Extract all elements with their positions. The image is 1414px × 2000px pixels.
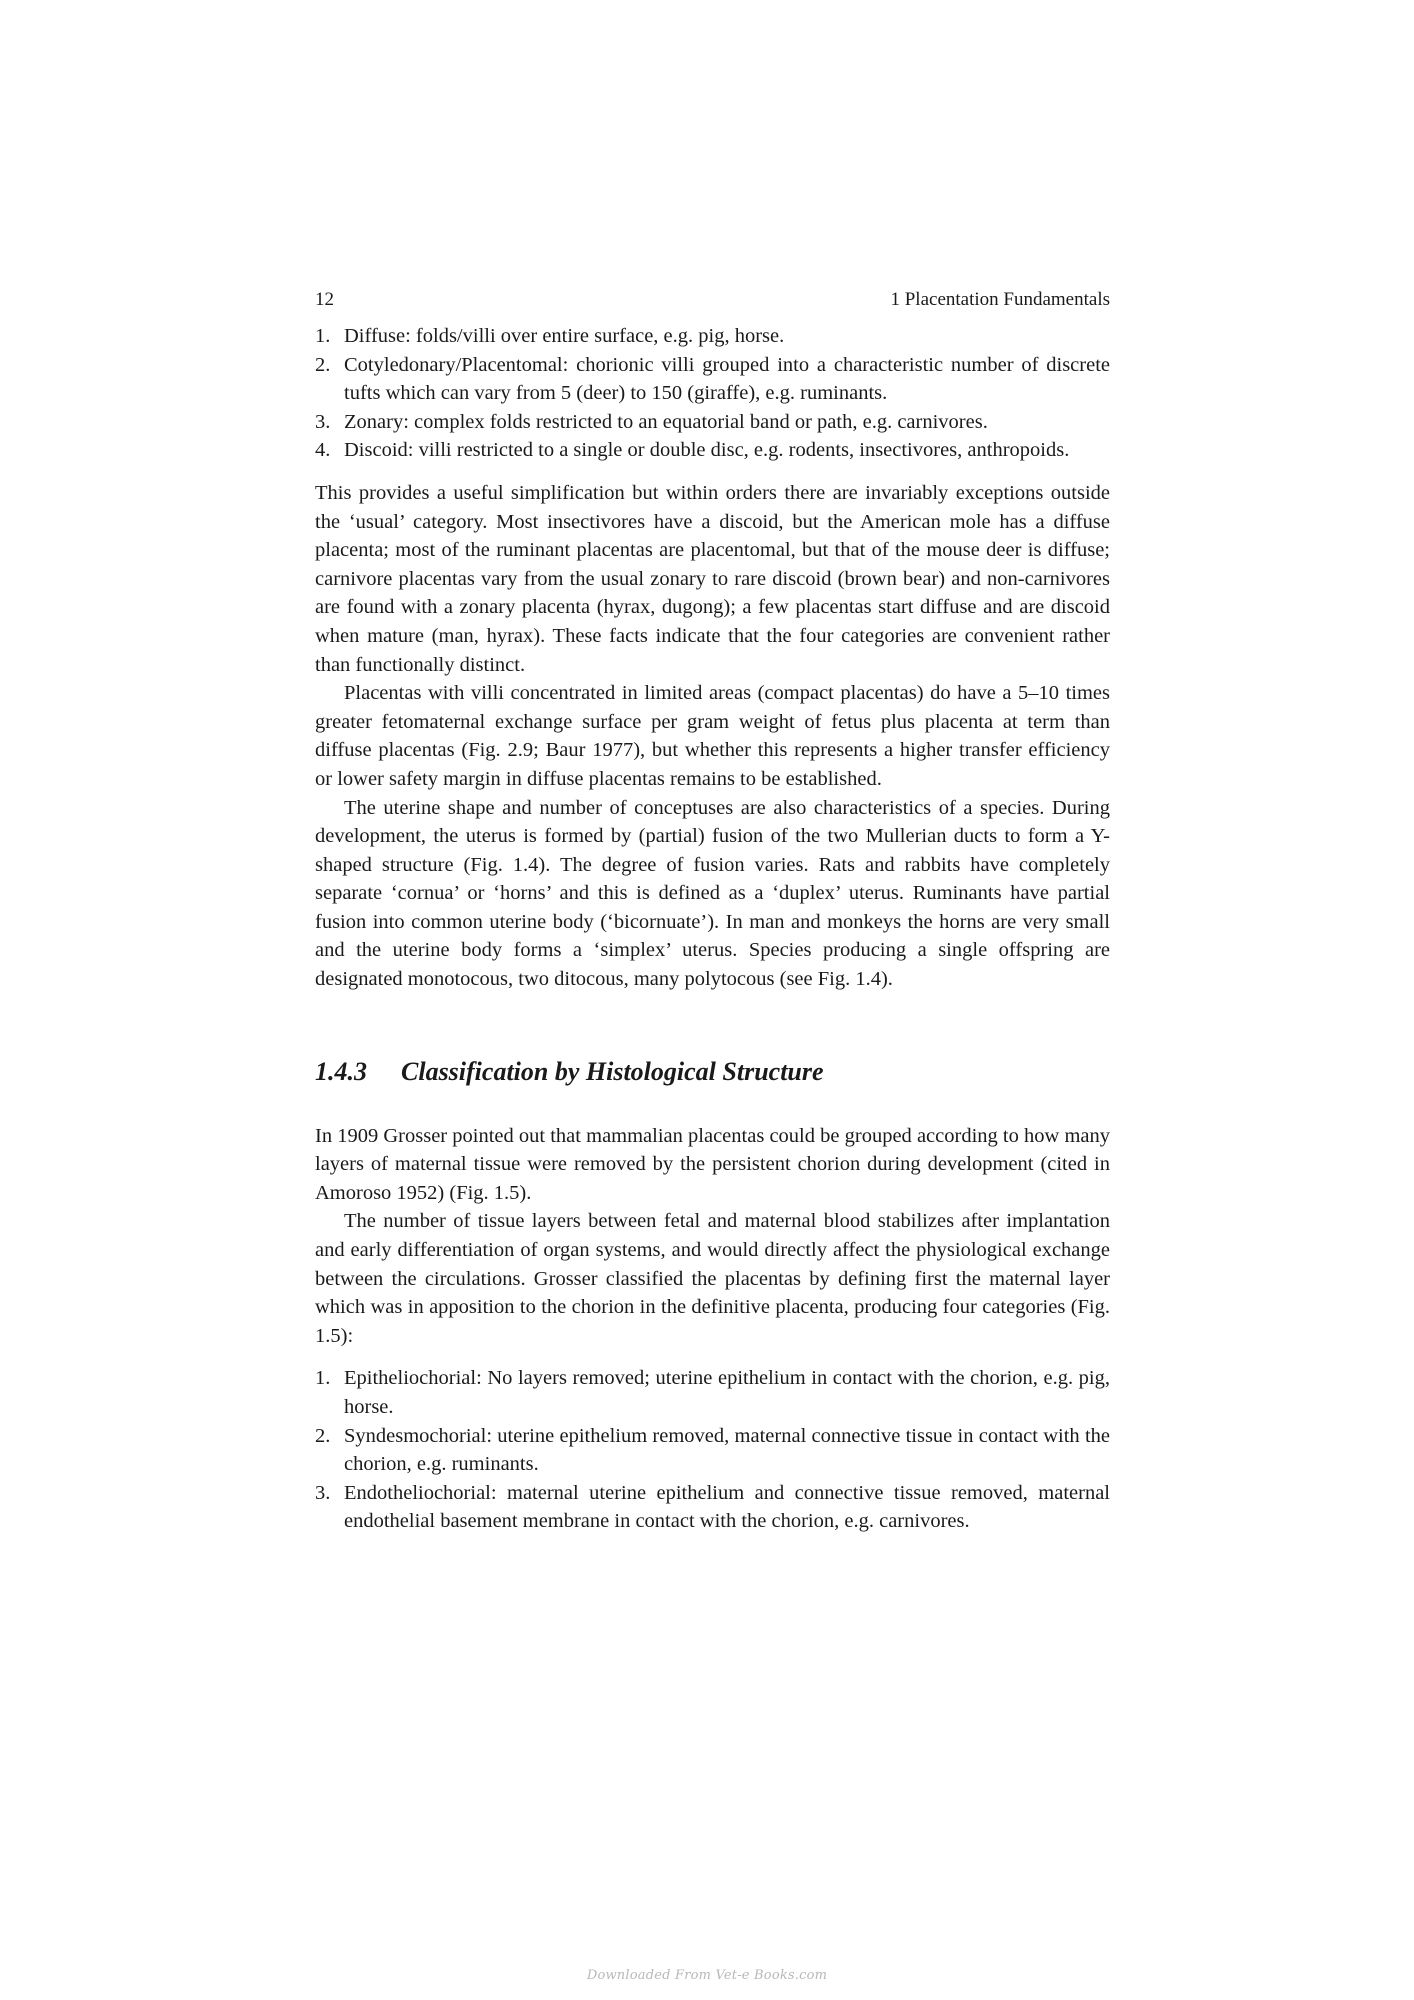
list-text: Zonary: complex folds restricted to an equatorial band or path, e.g. carnivores. — [344, 410, 988, 433]
list-number: 3. — [315, 1481, 331, 1504]
list-text: Diffuse: folds/villi over entire surface, e.g. pig, horse. — [344, 325, 785, 347]
section-heading — [315, 994, 1110, 1122]
list-text: Epitheliochorial: No layers removed; uterine epithelium in contact with the chorion, e.g. pig, horse. — [344, 1367, 1110, 1418]
spacer — [315, 1350, 1110, 1364]
running-head — [315, 286, 1110, 322]
list-item — [315, 351, 1110, 408]
list-item — [315, 1479, 1110, 1536]
list-number: 2. — [315, 353, 331, 376]
list-item — [315, 322, 1110, 351]
paragraph: In 1909 Grosser pointed out that mammalian placentas could be grouped according to how many layers of maternal tissue were removed by the persistent chorion during development (cited in Amoroso 1952) (Fig. 1.5). — [315, 1124, 1110, 1204]
page-number: 12 — [315, 289, 334, 310]
list-number: 1. — [315, 1367, 331, 1390]
section-title: Classification by Histological Structure — [401, 1056, 824, 1086]
paragraph: The number of tissue layers between fetal and maternal blood stabilizes after implantation and early differentiation of organ systems, and would directly affect the physiological exchange between the circulations. Grosser classified the placentas by defining first the maternal layer which was in apposition to the chorion in the definitive placenta, producing four categories (Fig. 1.5): — [315, 1210, 1110, 1347]
list-item — [315, 1364, 1110, 1421]
page-content — [315, 286, 1110, 1536]
list-item — [315, 1422, 1110, 1479]
paragraph: The uterine shape and number of conceptuses are also characteristics of a species. During development, the uterus is formed by (partial) fusion of the two Mullerian ducts to form a Y-shaped structure (Fig. 1.4). The degree of fusion varies. Rats and rabbits have completely separate ‘cornua’ or ‘horns’ and this is defined as a ‘duplex’ uterus. Ruminants have partial fusion into common uterine body (‘bicornuate’). In man and monkeys the horns are very small and the uterine body forms a ‘simplex’ uterus. Species producing a single offspring are designated monotocous, two ditocous, many polytocous (see Fig. 1.4). — [315, 796, 1110, 991]
download-watermark: Downloaded From Vet-e Books.com — [586, 1968, 828, 1983]
list-number: 3. — [315, 410, 331, 433]
section-number: 1.4.3 — [315, 1056, 367, 1086]
shape-classification-list — [315, 322, 1110, 465]
body-text — [315, 322, 1110, 1536]
list-text: Endotheliochorial: maternal uterine epithelium and connective tissue removed, maternal endothelial basement membrane in contact with the chorion, e.g. carnivores. — [344, 1481, 1110, 1533]
paragraph: This provides a useful simplification but within orders there are invariably exceptions outside the ‘usual’ category. Most insectivores have a discoid, but the American mole has a diffuse placenta; most of the ruminant placentas are placentomal, but that of the mouse deer is diffuse; carnivore placentas vary from the usual zonary to rare discoid (brown bear) and non-carnivores are found with a zonary placenta (hyrax, dugong); a few placentas start diffuse and are discoid when mature (man, hyrax). These facts indicate that the four categories are convenient rather than functionally distinct. — [315, 481, 1110, 676]
list-text: Cotyledonary/Placentomal: chorionic villi grouped into a characteristic number of discrete tufts which can vary from 5 (deer) to 150 (giraffe), e.g. ruminants. — [344, 353, 1110, 405]
list-number: 1. — [315, 325, 331, 347]
chapter-title: 1 Placentation Fundamentals — [890, 289, 1110, 310]
list-item — [315, 408, 1110, 437]
list-number: 2. — [315, 1424, 331, 1447]
list-text: Discoid: villi restricted to a single or double disc, e.g. rodents, insectivores, anthropoids. — [344, 439, 1070, 462]
list-number: 4. — [315, 439, 331, 462]
spacer — [315, 465, 1110, 479]
paragraph: Placentas with villi concentrated in limited areas (compact placentas) do have a 5–10 times greater fetomaternal exchange surface per gram weight of fetus plus placenta at term than diffuse placentas (Fig. 2.9; Baur 1977), but whether this represents a higher transfer efficiency or lower safety margin in diffuse placentas remains to be established. — [315, 682, 1110, 790]
histology-classification-list — [315, 1364, 1110, 1536]
list-text: Syndesmochorial: uterine epithelium removed, maternal connective tissue in contact with the chorion, e.g. ruminants. — [344, 1424, 1110, 1476]
list-item — [315, 436, 1110, 465]
